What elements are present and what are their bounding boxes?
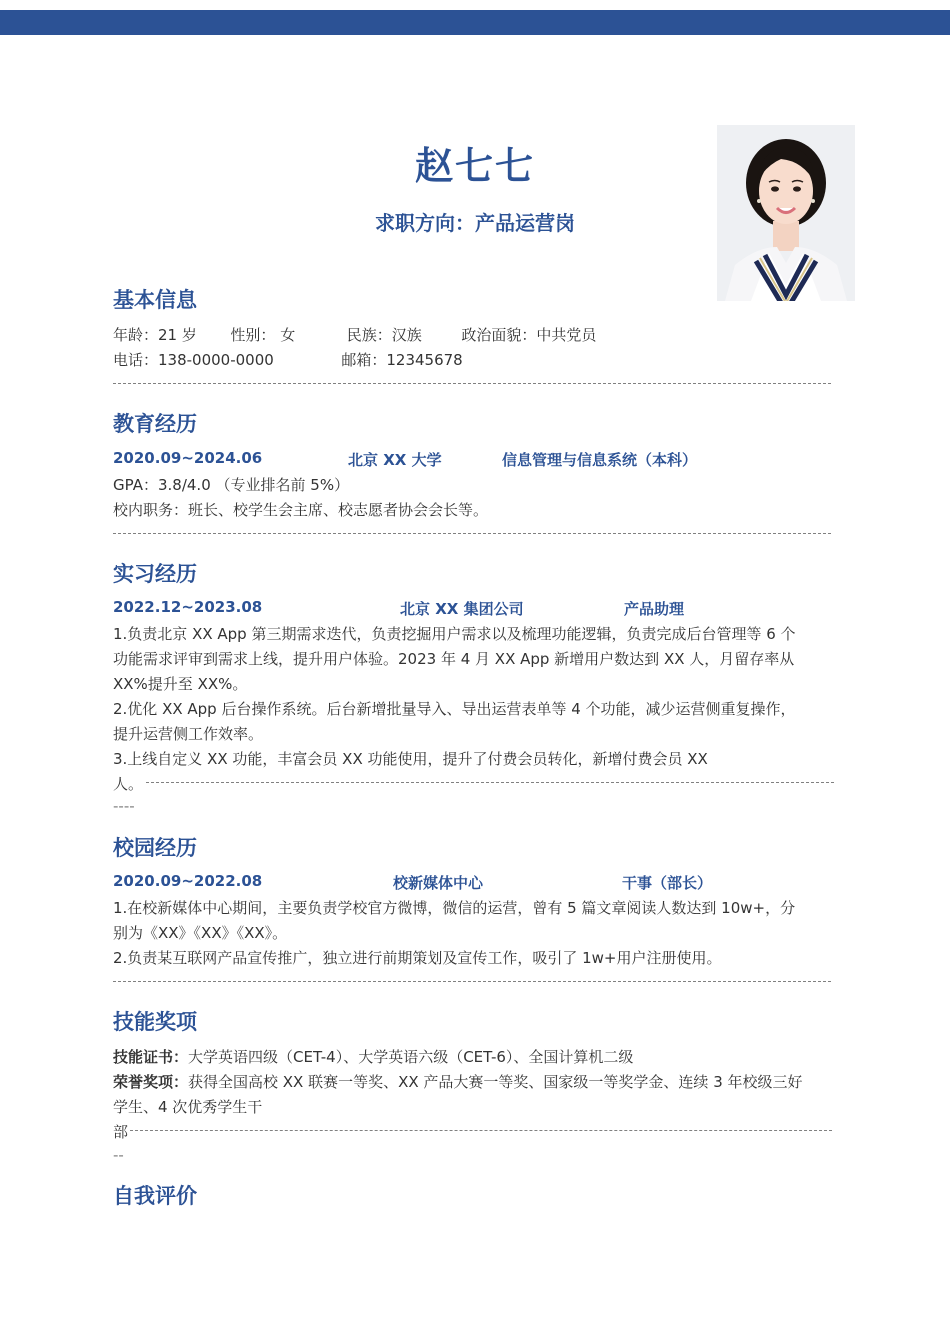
education-school: 北京 XX 大学 (348, 451, 442, 469)
section-title-campus: 校园经历 (113, 836, 197, 860)
top-accent-bar (0, 10, 950, 35)
education-roles: 校内职务：班长、校学生会主席、校志愿者协会会长等。 (113, 501, 489, 519)
section-title-skills: 技能奖项 (113, 1010, 197, 1034)
internship-line: XX%提升至 XX%。 (113, 675, 248, 693)
internship-position: 产品助理 (624, 600, 685, 618)
internship-line: 1.负责北京 XX App 第三期需求迭代，负责挖掘用户需求以及梳理功能逻辑，负责完成后台管理等 6 个 (113, 625, 796, 643)
basic-row-1 (113, 324, 596, 345)
internship-line: 人。 (113, 775, 144, 793)
divider (113, 533, 831, 534)
age-field: 年龄：21 岁 (113, 326, 197, 344)
skills-cert (113, 1046, 633, 1067)
divider (130, 1130, 832, 1131)
section-title-basic: 基本信息 (113, 288, 197, 312)
phone-field: 电话：138-0000-0000 (113, 351, 274, 369)
campus-line: 1.在校新媒体中心期间，主要负责学校官方微博，微信的运营，曾有 5 篇文章阅读人数达到 10w+，分 (113, 899, 796, 917)
internship-line: 2.优化 XX App 后台操作系统。后台新增批量导入、导出运营表单等 4 个功能，减少运营侧重复操作， (113, 700, 796, 718)
gender-field: 性别： 女 (230, 326, 296, 344)
ethnicity-field: 民族：汉族 (346, 326, 422, 344)
campus-line: 2.负责某互联网产品宣传推广，独立进行前期策划及宣传工作，吸引了 1w+用户注册使用。 (113, 949, 722, 967)
internship-company: 北京 XX 集团公司 (400, 600, 524, 618)
award-line: -- (113, 1146, 124, 1164)
internship-period: 2022.12~2023.08 (113, 598, 263, 616)
section-title-self-eval: 自我评价 (113, 1184, 197, 1208)
internship-line: 功能需求评审到需求上线，提升用户体验。2023 年 4 月 XX App 新增用户数达到 XX 人，月留存率从 (113, 650, 795, 668)
campus-org: 校新媒体中心 (393, 874, 484, 892)
education-major: 信息管理与信息系统（本科） (502, 451, 698, 469)
internship-line: 3.上线自定义 XX 功能，丰富会员 XX 功能使用，提升了付费会员转化，新增付费会员 XX (113, 750, 708, 768)
campus-position: 干事（部长） (622, 874, 713, 892)
award-line: 学生、4 次优秀学生干 (113, 1098, 263, 1116)
award-text: 获得全国高校 XX 联赛一等奖、XX 产品大赛一等奖、国家级一等奖学金、连续 3 年校级三好 (188, 1073, 803, 1091)
award-label: 荣誉奖项： (113, 1073, 189, 1091)
candidate-name: 赵七七 (414, 144, 535, 188)
cert-label: 技能证书： (113, 1048, 189, 1066)
campus-period: 2020.09~2022.08 (113, 872, 263, 890)
skills-award (113, 1071, 803, 1092)
politics-field: 政治面貌：中共党员 (461, 326, 597, 344)
section-title-internship: 实习经历 (113, 562, 197, 586)
profile-photo (717, 125, 855, 301)
divider (113, 981, 831, 982)
job-target: 求职方向：产品运营岗 (375, 211, 575, 235)
campus-line: 别为《XX》《XX》《XX》。 (113, 924, 288, 942)
basic-row-2 (113, 349, 463, 370)
divider (113, 383, 831, 384)
divider (146, 782, 834, 783)
internship-line: ---- (113, 797, 135, 815)
internship-line: 提升运营侧工作效率。 (113, 725, 264, 743)
section-title-education: 教育经历 (113, 412, 197, 436)
award-line: 部 (113, 1123, 129, 1141)
cert-text: 大学英语四级（CET-4）、大学英语六级（CET-6）、全国计算机二级 (188, 1048, 634, 1066)
email-field: 邮箱：12345678 (341, 351, 463, 369)
education-period: 2020.09~2024.06 (113, 449, 263, 467)
education-gpa: GPA：3.8/4.0 （专业排名前 5%） (113, 476, 350, 494)
